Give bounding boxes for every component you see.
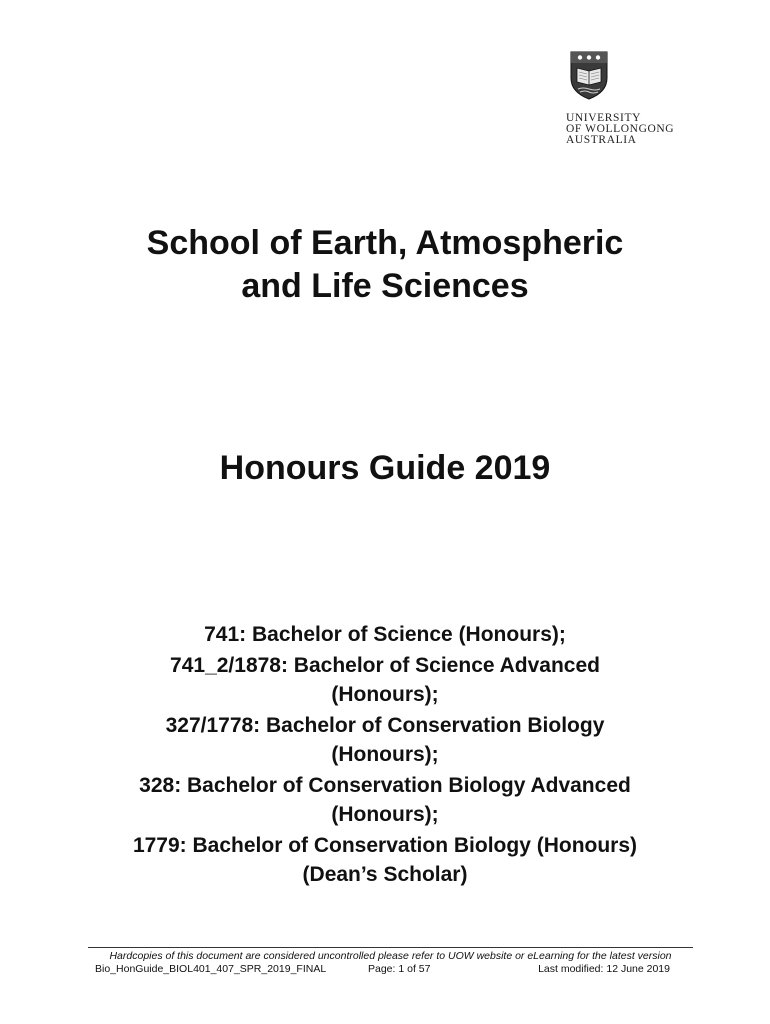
logo-wordmark xyxy=(566,113,716,146)
footer-info-row xyxy=(95,963,670,977)
footer-document-id: Bio_HonGuide_BIOL401_407_SPR_2019_FINAL xyxy=(95,963,327,975)
logo-line-2: OF WOLLONGONG xyxy=(566,123,675,135)
degree-list xyxy=(0,620,770,889)
logo-line-3: AUSTRALIA xyxy=(566,134,637,146)
university-crest-icon xyxy=(569,50,609,100)
logo-line-1: UNIVERSITY xyxy=(566,112,641,124)
footer-last-modified: Last modified: 12 June 2019 xyxy=(538,963,670,975)
degree-line: (Honours); xyxy=(331,683,439,706)
degree-item xyxy=(0,651,770,709)
degree-item xyxy=(0,711,770,769)
degree-item xyxy=(0,771,770,829)
degree-line: (Honours); xyxy=(331,803,439,826)
footer-disclaimer: Hardcopies of this document are considered uncontrolled please refer to UOW website or eLearning for the latest version xyxy=(109,950,672,962)
school-title-line-1: School of Earth, Atmospheric xyxy=(146,224,624,262)
degree-line: 327/1778: Bachelor of Conservation Biology xyxy=(165,714,605,737)
degree-item xyxy=(0,831,770,889)
university-logo xyxy=(566,50,716,146)
school-title xyxy=(0,222,770,308)
degree-line: 741_2/1878: Bachelor of Science Advanced xyxy=(170,654,600,677)
guide-title: Honours Guide 2019 xyxy=(219,449,551,487)
footer-page-number: Page: 1 of 57 xyxy=(368,963,431,975)
degree-line: 1779: Bachelor of Conservation Biology (Honours) xyxy=(132,834,638,857)
degree-line: 741: Bachelor of Science (Honours); xyxy=(204,623,566,646)
footer-divider xyxy=(88,947,693,948)
degree-line: (Honours); xyxy=(331,743,439,766)
school-title-line-2: and Life Sciences xyxy=(241,267,529,305)
degree-line: (Dean’s Scholar) xyxy=(302,863,468,886)
degree-line: 328: Bachelor of Conservation Biology Advanced xyxy=(139,774,631,797)
degree-item xyxy=(0,620,770,649)
